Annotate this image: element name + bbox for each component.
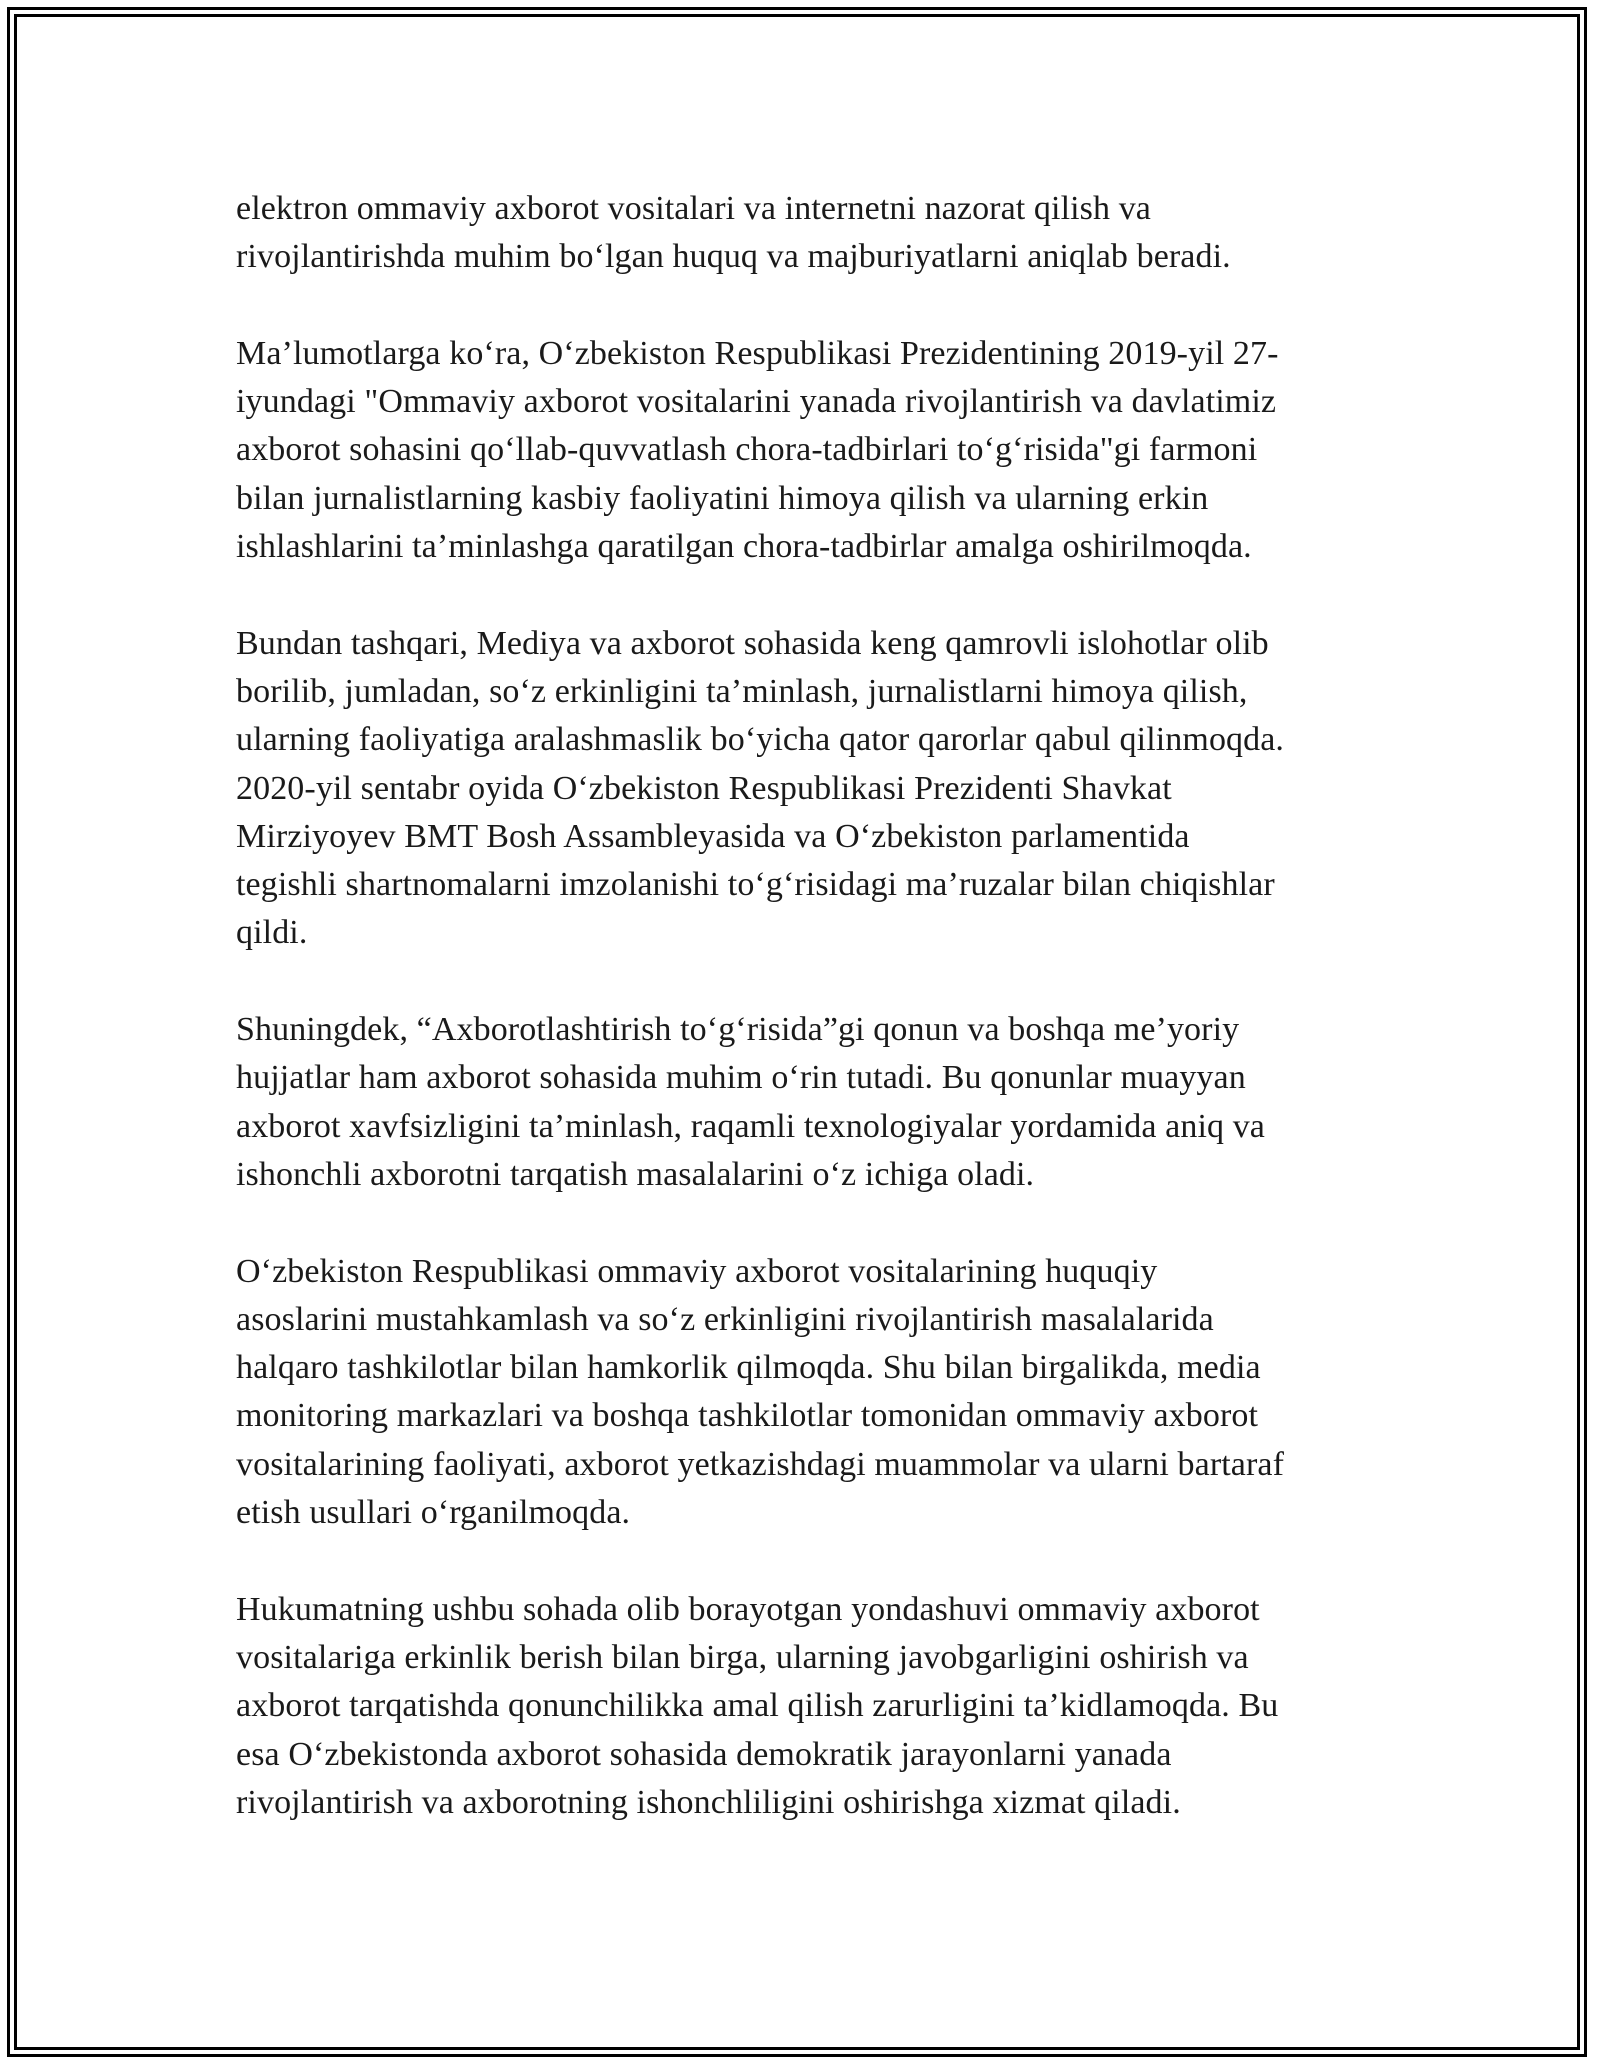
- text-line: vositalariga erkinlik berish bilan birga, ularning javobgarligini oshirish va: [236, 1638, 1249, 1676]
- text-line: axborot sohasini qo‘llab-quvvatlash chora-tadbirlari to‘g‘risida"gi farmoni: [236, 431, 1258, 469]
- text-line: iyundagi "Ommaviy axborot vositalarini yanada rivojlantirish va davlatimiz: [236, 383, 1277, 421]
- text-line: elektron ommaviy axborot vositalari va internetni nazorat qilish va: [236, 190, 1151, 227]
- text-line: Mirziyoyev BMT Bosh Assambleyasida va O‘zbekiston parlamentida: [236, 817, 1190, 855]
- document-body: [236, 185, 1366, 1875]
- text-line: axborot xavfsizligini ta’minlash, raqamli texnologiyalar yordamida aniq va: [236, 1107, 1265, 1145]
- text-line: borilib, jumladan, so‘z erkinligini ta’minlash, jurnalistlarni himoya qilish,: [236, 672, 1248, 710]
- text-line: monitoring markazlari va boshqa tashkilotlar tomonidan ommaviy axborot: [236, 1397, 1259, 1435]
- paragraph-4: [236, 1006, 1366, 1199]
- text-line: ishlashlarini ta’minlashga qaratilgan chora-tadbirlar amalga oshirilmoqda.: [236, 528, 1252, 566]
- text-line: esa O‘zbekistonda axborot sohasida demokratik jarayonlarni yanada: [236, 1735, 1172, 1773]
- text-line: bilan jurnalistlarning kasbiy faoliyatini himoya qilish va ularning erkin: [236, 479, 1209, 517]
- text-line: 2020-yil sentabr oyida O‘zbekiston Respublikasi Prezidenti Shavkat: [236, 769, 1172, 807]
- text-line: hujjatlar ham axborot sohasida muhim o‘rin tutadi. Bu qonunlar muayyan: [236, 1059, 1246, 1097]
- text-line: Hukumatning ushbu sohada olib borayotgan yondashuvi ommaviy axborot: [236, 1590, 1260, 1628]
- text-line: ishonchli axborotni tarqatish masalalarini o‘z ichiga oladi.: [236, 1155, 1035, 1193]
- text-line: Bundan tashqari, Mediya va axborot sohasida keng qamrovli islohotlar olib: [236, 624, 1269, 662]
- text-line: etish usullari o‘rganilmoqda.: [236, 1494, 631, 1532]
- paragraph-6: [236, 1586, 1366, 1827]
- paragraph-5: [236, 1248, 1366, 1538]
- text-line: Shuningdek, “Axborotlashtirish to‘g‘risida”gi qonun va boshqa me’yoriy: [236, 1011, 1240, 1049]
- text-line: asoslarini mustahkamlash va so‘z erkinligini rivojlantirish masalalarida: [236, 1300, 1214, 1338]
- paragraph-3: [236, 620, 1366, 958]
- paragraph-1: [236, 185, 1366, 282]
- text-line: qildi.: [236, 914, 308, 952]
- text-line: rivojlantirish va axborotning ishonchliligini oshirishga xizmat qiladi.: [236, 1783, 1181, 1821]
- text-line: rivojlantirishda muhim bo‘lgan huquq va majburiyatlarni aniqlab beradi.: [236, 238, 1231, 276]
- text-line: halqaro tashkilotlar bilan hamkorlik qilmoqda. Shu bilan birgalikda, media: [236, 1349, 1261, 1387]
- text-line: vositalarining faoliyati, axborot yetkazishdagi muammolar va ularni bartaraf: [236, 1445, 1285, 1483]
- text-line: ularning faoliyatiga aralashmaslik bo‘yicha qator qarorlar qabul qilinmoqda.: [236, 721, 1285, 759]
- text-line: O‘zbekiston Respublikasi ommaviy axborot vositalarining huquqiy: [236, 1252, 1158, 1290]
- text-line: axborot tarqatishda qonunchilikka amal qilish zarurligini ta’kidlamoqda. Bu: [236, 1687, 1279, 1725]
- text-line: Ma’lumotlarga ko‘ra, O‘zbekiston Respublikasi Prezidentining 2019-yil 27-: [236, 334, 1279, 372]
- paragraph-2: [236, 330, 1366, 571]
- text-line: tegishli shartnomalarni imzolanishi to‘g‘risidagi ma’ruzalar bilan chiqishlar: [236, 866, 1275, 904]
